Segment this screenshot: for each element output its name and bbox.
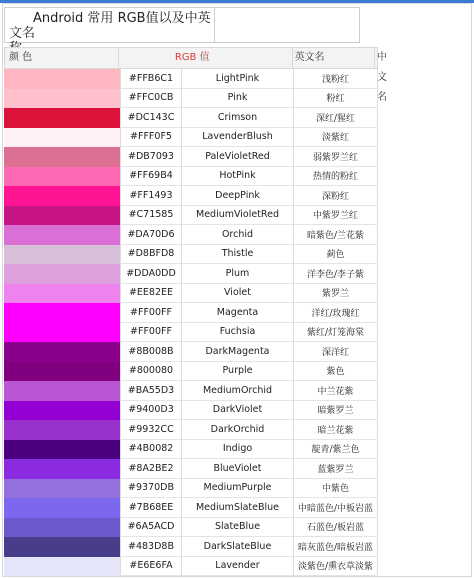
chinese-name: 中兰花紫 [294,381,378,401]
header-rgb: RGB 值 [119,48,293,68]
chinese-name: 靛青/紫兰色 [294,440,378,460]
header-color: 颜 色 [5,48,119,68]
hex-value: #FFB6C1 [120,69,182,89]
title-rest: 值以及中英文名 [9,11,211,41]
table-row [4,420,378,440]
color-swatch [4,245,120,265]
hex-value: #C71585 [120,206,182,226]
table-row [4,206,378,226]
hex-value: #4B0082 [120,440,182,460]
hex-value: #D8BFD8 [120,245,182,265]
table-row [4,342,378,362]
table-row [4,323,378,343]
table-row [4,518,378,538]
color-swatch [4,323,120,343]
color-swatch [4,128,120,148]
chinese-name: 石蓝色/板岩蓝 [294,518,378,538]
title-common: 常用 [87,11,114,26]
chinese-name: 热情的粉红 [294,167,378,187]
english-name: MediumPurple [182,479,294,499]
english-name: Crimson [182,108,294,128]
english-name: Plum [182,264,294,284]
english-name: HotPink [182,167,294,187]
english-name: SlateBlue [182,518,294,538]
table-row [4,303,378,323]
chinese-name: 洋李色/李子紫 [294,264,378,284]
table-row [4,69,378,89]
table-row [4,440,378,460]
hex-value: #6A5ACD [120,518,182,538]
hex-value: #EE82EE [120,284,182,304]
english-name: Magenta [182,303,294,323]
chinese-name: 中紫色 [294,479,378,499]
header-english: 英文名 [293,48,375,68]
english-name: Orchid [182,225,294,245]
chinese-name: 暗灰蓝色/暗板岩蓝 [294,537,378,557]
color-swatch [4,303,120,323]
table-row [4,537,378,557]
chinese-name: 深洋红 [294,342,378,362]
table-row [4,479,378,499]
table-row [4,167,378,187]
english-name: LightPink [182,69,294,89]
table-row [4,498,378,518]
english-name: MediumVioletRed [182,206,294,226]
table-row [4,557,378,577]
table-row [4,225,378,245]
chinese-name: 弱紫罗兰红 [294,147,378,167]
hex-value: #DC143C [120,108,182,128]
english-name: Thistle [182,245,294,265]
table-row [4,245,378,265]
color-swatch [4,225,120,245]
table-row [4,284,378,304]
chinese-name: 洋红/玫瑰红 [294,303,378,323]
color-swatch [4,167,120,187]
hex-value: #FFF0F5 [120,128,182,148]
english-name: Fuchsia [182,323,294,343]
color-swatch [4,420,120,440]
english-name: MediumSlateBlue [182,498,294,518]
english-name: Purple [182,362,294,382]
color-swatch [4,381,120,401]
color-swatch [4,89,120,109]
color-swatch [4,362,120,382]
hex-value: #DA70D6 [120,225,182,245]
hex-value: #FF00FF [120,303,182,323]
english-name: BlueViolet [182,459,294,479]
hex-value: #7B68EE [120,498,182,518]
english-name: Violet [182,284,294,304]
table-row [4,108,378,128]
color-swatch [4,557,120,577]
table-row [4,186,378,206]
english-name: DeepPink [182,186,294,206]
chinese-name: 紫罗兰 [294,284,378,304]
chinese-name: 淡紫红 [294,128,378,148]
hex-value: #8A2BE2 [120,459,182,479]
hex-value: #9400D3 [120,401,182,421]
english-name: DarkSlateBlue [182,537,294,557]
title-android: Android [33,11,84,26]
chinese-name: 中紫罗兰红 [294,206,378,226]
chinese-name: 淡紫色/熏衣草淡紫 [294,557,378,577]
title-table [4,7,360,43]
table-row [4,147,378,167]
english-name: DarkMagenta [182,342,294,362]
chinese-name: 深红/猩红 [294,108,378,128]
chinese-name: 暗紫色/兰花紫 [294,225,378,245]
header-chinese: 中文名 [377,52,387,103]
hex-value: #FF69B4 [120,167,182,187]
table-row [4,401,378,421]
chinese-name: 暗紫罗兰 [294,401,378,421]
english-name: DarkOrchid [182,420,294,440]
chinese-name: 紫红/灯笼海棠 [294,323,378,343]
chinese-name: 深粉红 [294,186,378,206]
hex-value: #FF1493 [120,186,182,206]
hex-value: #FF00FF [120,323,182,343]
english-name: DarkViolet [182,401,294,421]
chinese-name: 蓟色 [294,245,378,265]
color-swatch [4,401,120,421]
color-swatch [4,206,120,226]
color-swatch [4,459,120,479]
color-table [4,69,378,576]
hex-value: #9932CC [120,420,182,440]
color-swatch [4,518,120,538]
table-row [4,89,378,109]
english-name: Lavender [182,557,294,577]
hex-value: #483D8B [120,537,182,557]
color-swatch [4,147,120,167]
english-name: Indigo [182,440,294,460]
color-swatch [4,108,120,128]
hex-value: #DB7093 [120,147,182,167]
english-name: Pink [182,89,294,109]
table-row [4,264,378,284]
chinese-name: 蓝紫罗兰 [294,459,378,479]
hex-value: #FFC0CB [120,89,182,109]
color-swatch [4,479,120,499]
table-row [4,128,378,148]
hex-value: #DDA0DD [120,264,182,284]
english-name: LavenderBlush [182,128,294,148]
color-swatch [4,264,120,284]
color-swatch [4,284,120,304]
english-name: PaleVioletRed [182,147,294,167]
table-row [4,362,378,382]
color-swatch [4,537,120,557]
chinese-name: 浅粉红 [294,69,378,89]
color-swatch [4,342,120,362]
color-swatch [4,186,120,206]
chinese-name: 粉红 [294,89,378,109]
english-name: MediumOrchid [182,381,294,401]
chinese-name: 紫色 [294,362,378,382]
hex-value: #BA55D3 [120,381,182,401]
hex-value: #8B008B [120,342,182,362]
color-swatch [4,69,120,89]
table-row [4,381,378,401]
hex-value: #E6E6FA [120,557,182,577]
color-swatch [4,440,120,460]
title-rgb: RGB [117,11,146,26]
table-row [4,459,378,479]
chinese-name: 暗兰花紫 [294,420,378,440]
hex-value: #800080 [120,362,182,382]
chinese-name: 中暗蓝色/中板岩蓝 [294,498,378,518]
page-title [5,8,215,42]
hex-value: #9370DB [120,479,182,499]
color-swatch [4,498,120,518]
